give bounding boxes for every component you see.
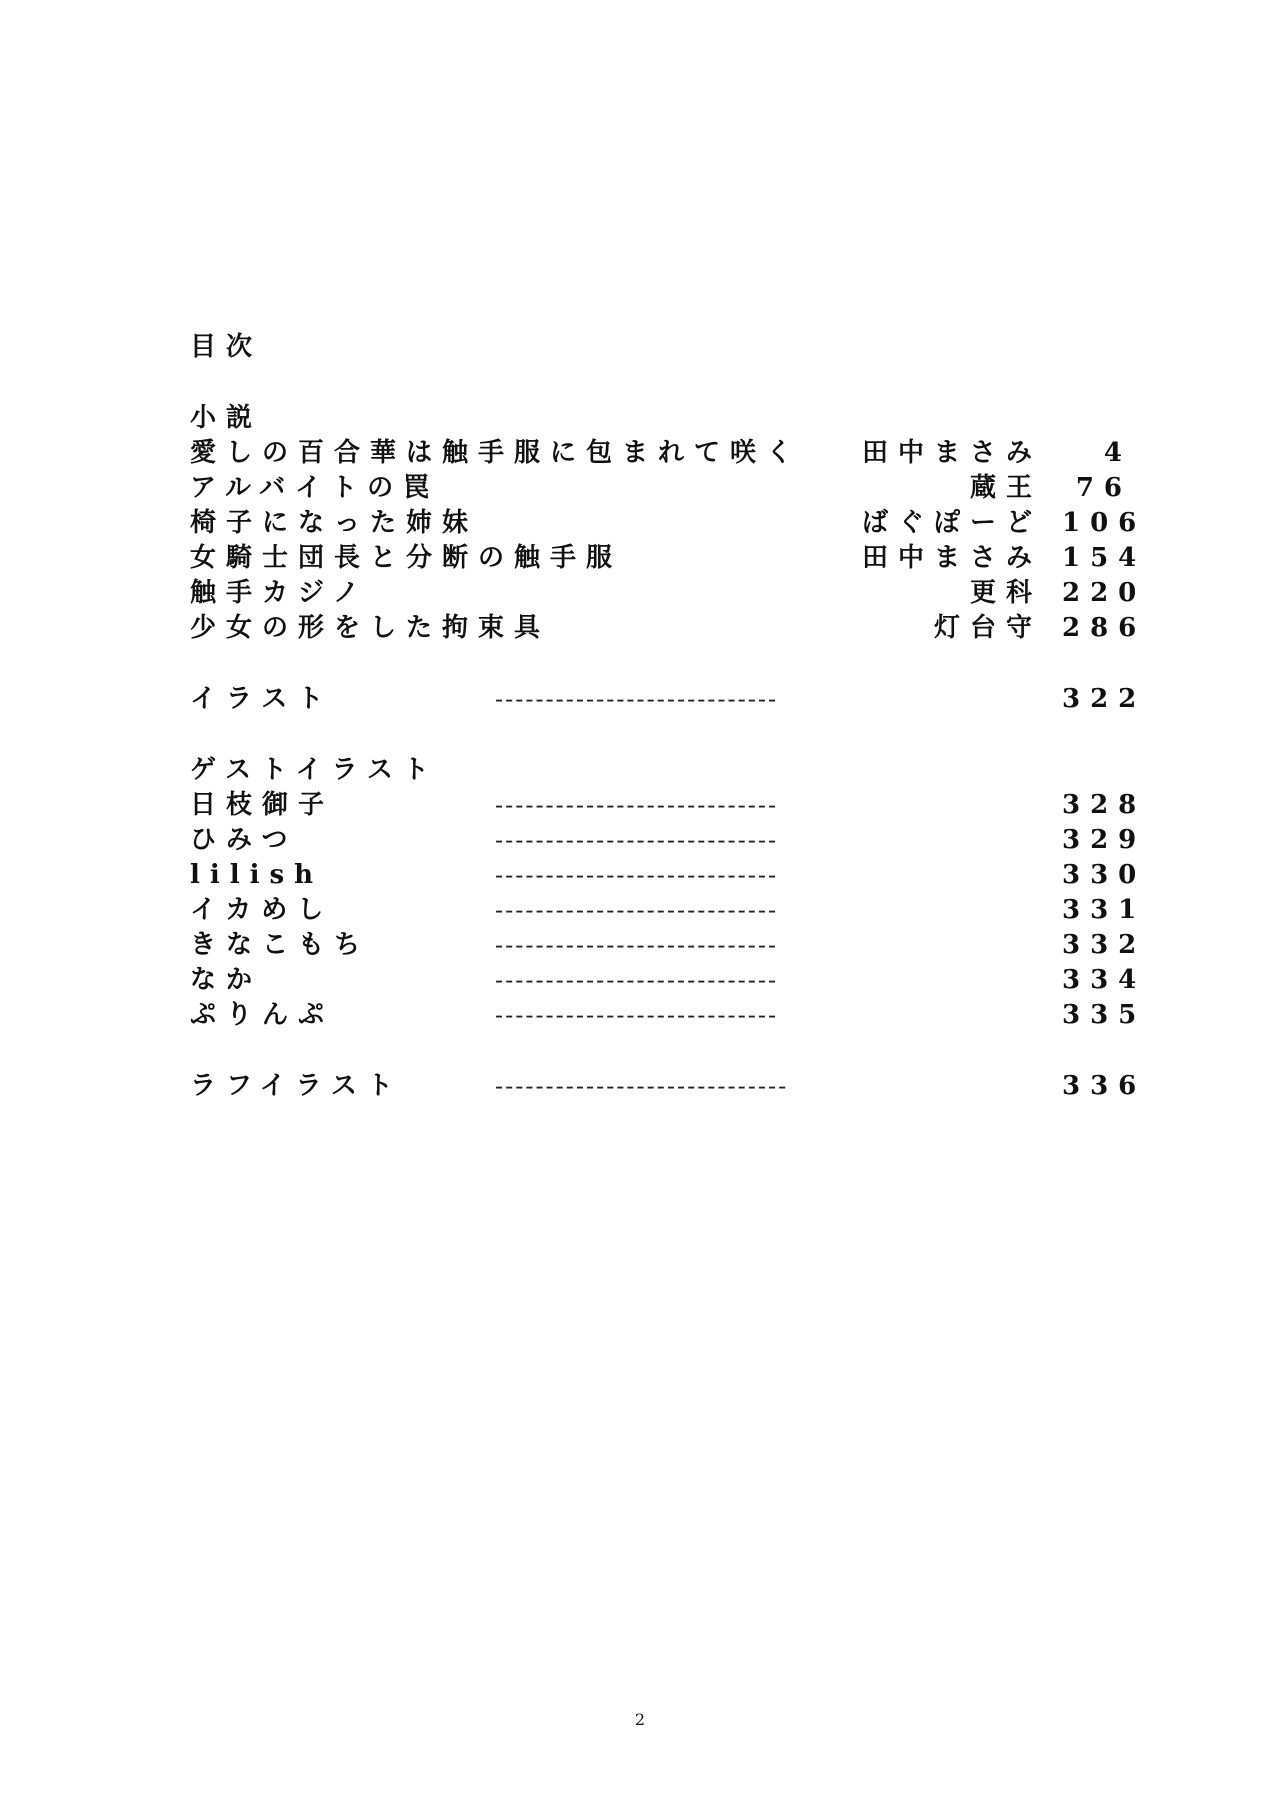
illust-page-number: 322	[1062, 684, 1147, 714]
guest-page-number: 329	[1062, 825, 1147, 855]
novel-title: 少女の形をした拘束具	[190, 613, 551, 643]
novel-page-number: 76	[1075, 473, 1132, 503]
novel-page-number: 4	[1103, 438, 1132, 468]
page-number: 2	[634, 1710, 646, 1729]
novels-heading-row	[190, 401, 1122, 436]
toc-title: 目次	[190, 332, 263, 362]
guest-entry	[190, 893, 1147, 928]
guest-name: lilish	[190, 860, 324, 890]
novel-entry	[190, 611, 1147, 646]
guest-name: なか	[190, 965, 263, 995]
novel-author: 田中まさみ	[861, 543, 1042, 573]
dotted-leader: ----------------------------	[495, 966, 779, 994]
dotted-leader: ----------------------------	[495, 931, 779, 959]
dotted-leader: ----------------------------	[495, 896, 779, 924]
novel-page-number: 220	[1062, 578, 1147, 608]
guest-entry	[190, 788, 1147, 823]
guest-page-number: 328	[1062, 790, 1147, 820]
novel-title: 触手カジノ	[190, 578, 369, 608]
novel-title: 椅子になった姉妹	[190, 508, 479, 538]
guest-name: ぷりんぷ	[190, 1000, 335, 1030]
novel-title: アルバイトの罠	[190, 473, 440, 503]
toc-title-row	[190, 330, 1122, 365]
novel-entry	[190, 506, 1147, 541]
guest-entry	[190, 998, 1147, 1033]
guest-name: 日枝御子	[190, 790, 335, 820]
novel-entry	[190, 576, 1147, 611]
novel-author: 蔵王	[969, 473, 1042, 503]
guest-page-number: 332	[1062, 930, 1147, 960]
novel-author: 田中まさみ	[861, 438, 1042, 468]
dotted-leader: ----------------------------	[495, 791, 779, 819]
guest-entry	[190, 858, 1147, 893]
illust-label: イラスト	[190, 684, 334, 714]
guest-heading: ゲストイラスト	[190, 755, 439, 785]
guest-entry	[190, 823, 1147, 858]
novel-entry	[190, 436, 1132, 471]
rough-illust-entry	[190, 1069, 1147, 1104]
novel-author: ばぐぽーど	[861, 508, 1042, 538]
table-of-contents	[190, 330, 1147, 1104]
guest-page-number: 331	[1062, 895, 1147, 925]
illust-entry	[190, 682, 1147, 717]
rough-illust-page-number: 336	[1062, 1071, 1147, 1101]
dotted-leader: ----------------------------	[495, 861, 779, 889]
dotted-leader: ----------------------------	[495, 1001, 779, 1029]
novel-page-number: 286	[1062, 613, 1147, 643]
novel-author: 灯台守	[933, 613, 1042, 643]
dotted-leader: ----------------------------	[495, 826, 779, 854]
dotted-leader: -----------------------------	[495, 1072, 789, 1100]
guest-page-number: 334	[1062, 965, 1147, 995]
guest-entry	[190, 963, 1147, 998]
guest-name: ひみつ	[190, 825, 298, 855]
guest-page-number: 330	[1062, 860, 1147, 890]
dotted-leader: ----------------------------	[495, 685, 779, 713]
guest-page-number: 335	[1062, 1000, 1147, 1030]
rough-illust-label: ラフイラスト	[190, 1071, 403, 1101]
guest-name: イカめし	[190, 895, 334, 925]
guest-heading-row	[190, 753, 1122, 788]
novel-title: 女騎士団長と分断の触手服	[190, 543, 623, 573]
guest-name: きなこもち	[190, 930, 371, 960]
novel-author: 更科	[969, 578, 1042, 608]
novel-page-number: 106	[1062, 508, 1147, 538]
novels-heading: 小説	[190, 403, 263, 433]
guest-entry	[190, 928, 1147, 963]
novel-title: 愛しの百合華は触手服に包まれて咲く	[190, 438, 803, 468]
novel-page-number: 154	[1062, 543, 1147, 573]
novel-entry	[190, 541, 1147, 576]
novel-entry	[190, 471, 1132, 506]
